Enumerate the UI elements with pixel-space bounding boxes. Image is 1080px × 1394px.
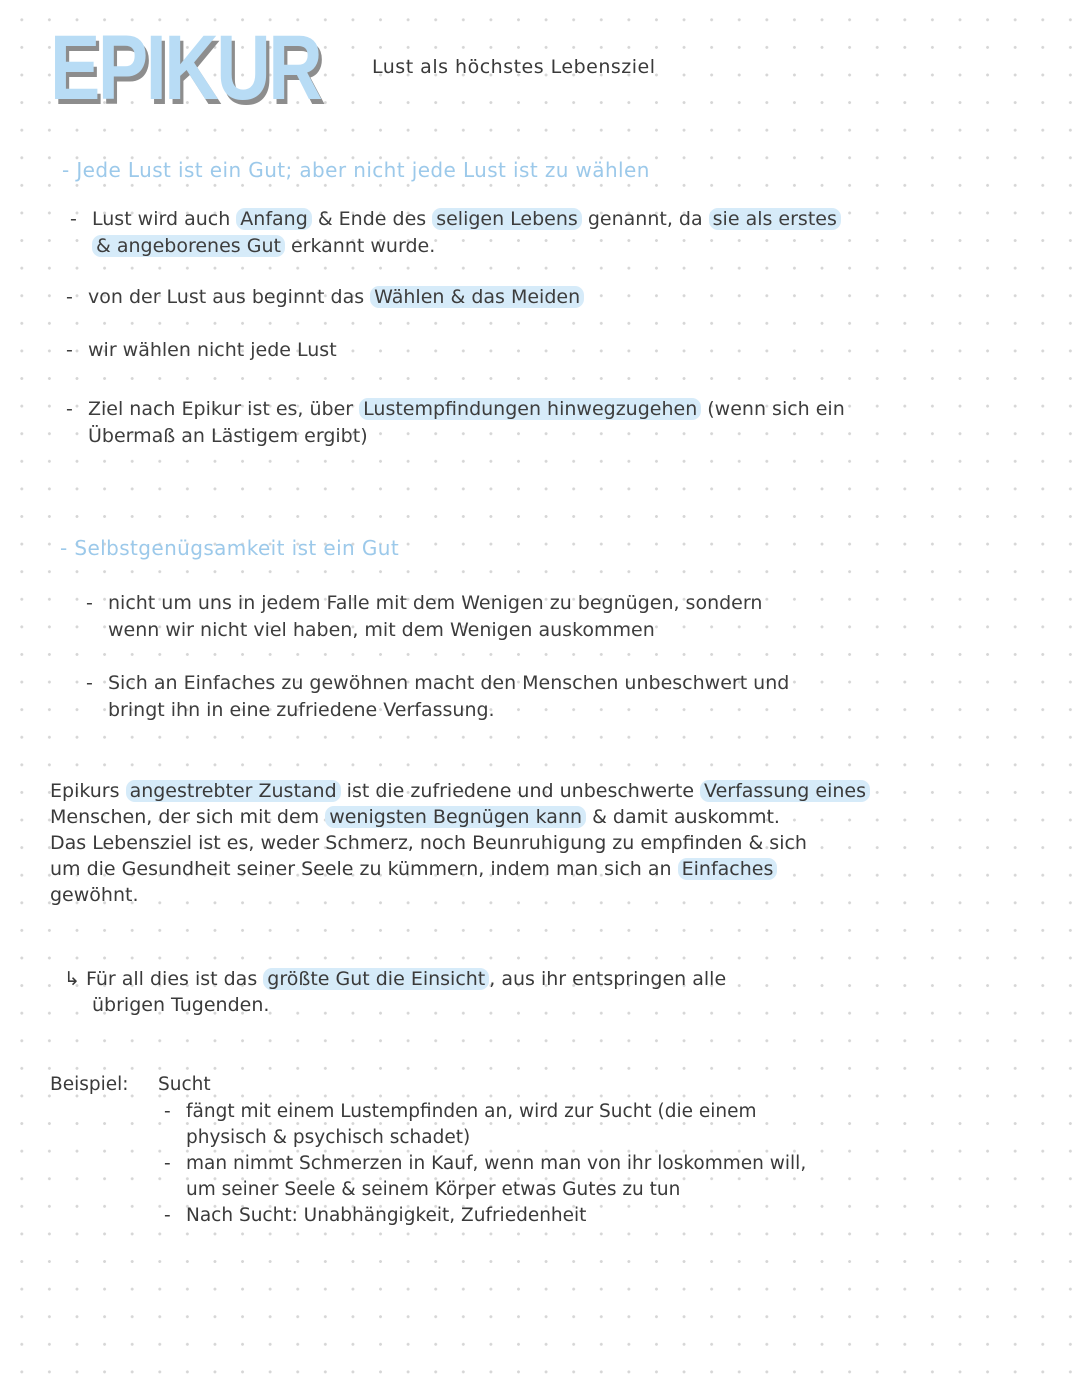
bullet-dash: - [66,286,73,308]
bullet-dash: - [70,208,77,230]
page-title: EPIKUR [50,17,321,119]
arrow-icon: ↳ [64,968,80,990]
list-item: - nicht um uns in jedem Falle mit dem Wenigen zu begnügen, sondern wenn wir nicht viel haben, mit dem Wenigen auskommen [86,592,763,641]
highlight: seligen Lebens [432,208,582,230]
bullet-dash: - [66,339,73,361]
bullet-dash: - [164,1153,171,1174]
highlight: Verfassung eines [700,780,870,802]
list-item: - Ziel nach Epikur ist es, über Lustempfindungen hinwegzugehen (wenn sich ein Übermaß an Lästigem ergibt) [66,398,845,447]
summary-paragraph: Epikurs angestrebter Zustand ist die zufriedene und unbeschwerte Verfassung eines Menschen, der sich mit dem wenigsten Begnügen kann & damit auskommt. Das Lebensziel ist es, weder Schmerz, noch Beunruhigung zu empfinden & sich um die Gesundheit seiner Seele zu kümmern, indem man sich an Einfaches gewöhnt. [50,778,870,908]
highlight: sie als erstes [709,208,841,230]
highlight: & angeborenes Gut [92,235,285,257]
highlight: Wählen & das Meiden [370,286,584,308]
list-item: - wir wählen nicht jede Lust [66,337,337,364]
conclusion: ↳ Für all dies ist das größte Gut die Einsicht , aus ihr entspringen alle übrigen Tugenden. [64,968,727,1016]
highlight: Anfang [236,208,311,230]
section-heading-selbstgenuegsamkeit: - Selbstgenügsamkeit ist ein Gut [60,536,400,560]
list-item: - Nach Sucht: Unabhängigkeit, Zufriedenheit [164,1203,806,1229]
bullet-dash: - [164,1101,171,1122]
list-item: - Sich an Einfaches zu gewöhnen macht den Menschen unbeschwert und bringt ihn in eine zufriedene Verfassung. [86,672,790,721]
bullet-dash: - [86,592,93,614]
list-item: - man nimmt Schmerzen in Kauf, wenn man von ihr loskommen will, um seiner Seele & seinem Körper etwas Gutes zu tun [164,1153,807,1200]
highlight: wenigsten Begnügen kann [325,806,586,828]
example-list [164,1099,806,1229]
example-topic: Sucht [158,1074,211,1095]
list-item: - von der Lust aus beginnt das Wählen & das Meiden [66,284,584,311]
highlight: angestrebter Zustand [126,780,341,802]
bullet-dash: - [164,1205,171,1226]
highlight: größte Gut die Einsicht [263,968,489,990]
section-heading-lust: - Jede Lust ist ein Gut; aber nicht jede Lust ist zu wählen [62,158,650,182]
bullet-dash: - [66,398,73,420]
bullet-dash: - [86,672,93,694]
list-item: - fängt mit einem Lustempfinden an, wird zur Sucht (die einem physisch & psychisch schadet) [164,1101,757,1148]
highlight: Lustempfindungen hinwegzugehen [359,398,701,420]
subtitle: Lust als höchstes Lebensziel [372,56,656,78]
highlight: Einfaches [678,858,778,880]
example-label: Beispiel: [50,1074,129,1095]
list-item: - Lust wird auch Anfang & Ende des seligen Lebens genannt, da sie als erstes & angeborenes Gut erkannt wurde. [70,206,841,260]
